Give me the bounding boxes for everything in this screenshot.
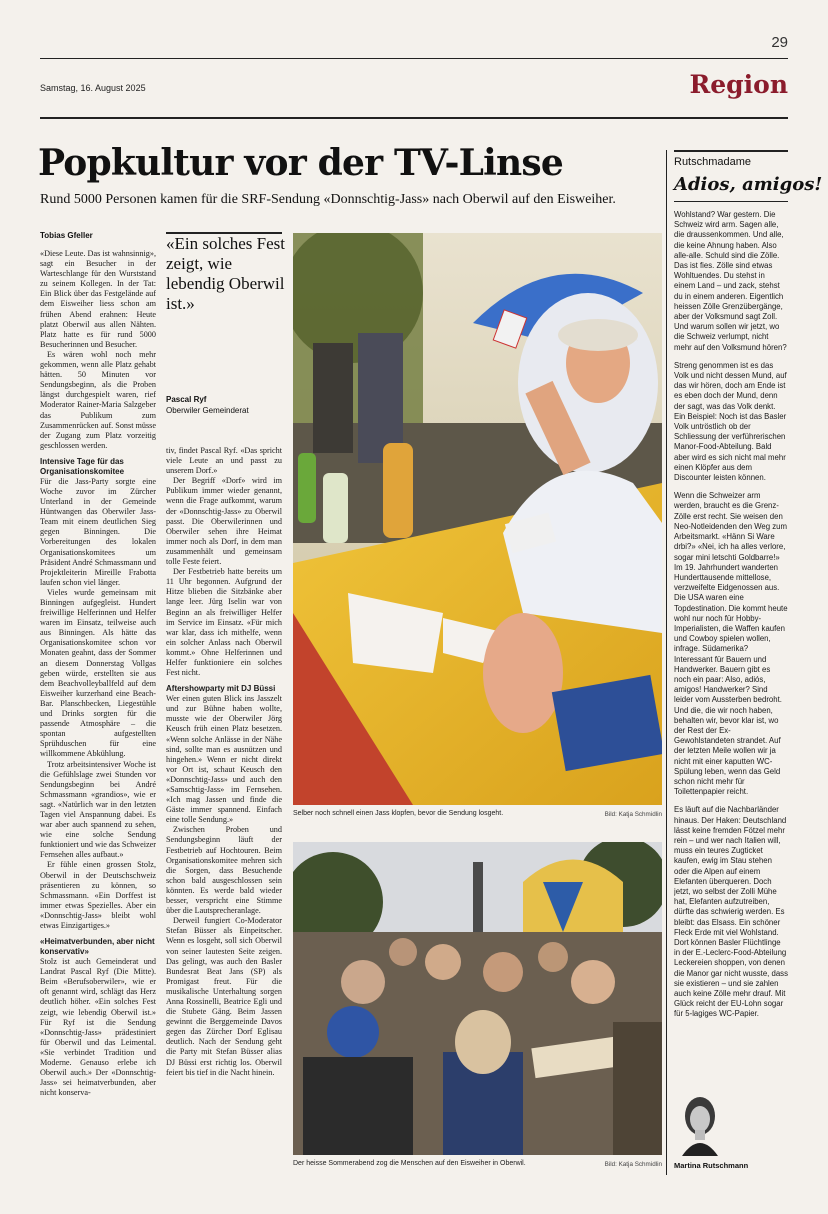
paragraph: Es läuft auf die Nachbarländer hinaus. Der Haken: Deutschland lässt keine fremden Fötzel mehr rein – und wer nach Italien will, muss ein teures Zugticket kaufen, ewig im Stau stehen oder die Alpen auf einem Elefanten überqueren. Doch jetzt, wo selbst der Zolli Mühe hat, Elefanten aufzutreiben, dürfte das schwierig werden. Es bleibt: das Elsass. Ein schöner Fleck Erde mit viel Wohlstand. Dort können Basler Flüchtlinge in der E.-Leclerc-Food-Abteilung Leckereien shoppen, von denen die Manor gar nicht wusste, dass sie existieren – und sie zahlen auch keine Zölle mehr drauf. Mit Glück reicht der EU-Lohn sogar für 5-lagiges WC-Papier. [674, 805, 788, 1019]
paragraph: Zwischen Proben und Sendungsbeginn läuft der Festbetrieb auf Hochtouren. Beim Organisationskomitee mehren sich die Sorgen, dass Besuchende schon bald ausgeschlossen sein könnten. Es werde bald wieder besser, verspricht eine Stimme über die Lautsprecheranlage. [166, 825, 282, 916]
quote-name: Pascal Ryf [166, 395, 207, 404]
subheading: Intensive Tage für das Organisationskomitee [40, 456, 125, 476]
header-rule-top [40, 58, 788, 59]
column-name: Rutschmadame [674, 156, 752, 168]
paragraph: Vieles wurde gemeinsam mit Binningen aufgegleist. Hundert freiwillige Helferinnen und Helfer waren im Einsatz, teilweise auch aus Binningen. Als hätte das Organisationskomitee schon vor Monaten geahnt, dass der Sommer an diesem Donnerstag Vollgas geben würde, erstellten sie aus dem Beachvolleyballfeld auf dem Eisweiher kurzerhand eine Beach-Bar. Planschbecken, Liegestühle und Drinks sorgten für die passende Atmosphäre – die spontan aufgestellten Sprühduschen für eine willkommene Abkühlung. [40, 587, 156, 759]
article-headline: Popkultur vor der TV-Linse [38, 142, 563, 184]
paragraph: Stolz ist auch Gemeinderat und Landrat Pascal Ryf (Die Mitte). Beim «Berufsoberwiler», wie er oft genannt wird, schlägt das Herz deutlich höher. «Ein solches Fest zeigt, wie lebendig Oberwil ist.» Für Ryf ist die Sendung «Donnschtig-Jass» prädestiniert für Oberwil und das Leimental. «Sie verbindet Tradition und Moderne. Genauso erlebe ich Oberwil auch.» Der «Donnschtig-Jass» sei heimatverbunden, aber nicht konserva- [40, 957, 156, 1098]
paragraph: Er fühle einen grossen Stolz, Oberwil in der Deutschschweiz präsentieren zu können, so Schmassmann. «Ein Dorffest ist immer etwas Spezielles. Aber ein «Donnschtig-Jass» bleibt wohl etwas Einzigartiges.» [40, 860, 156, 930]
issue-date: Samstag, 16. August 2025 [40, 83, 146, 93]
page-number: 29 [771, 34, 788, 51]
paragraph: Es wären wohl noch mehr gekommen, wenn alle Platz gehabt hätten. 50 Minuten vor Sendungsbeginn, als die Proben längst durchgespielt waren, rief Moderator Rainer-Maria Salzgeber das Publikum zum Zusammenrücken auf. Sonst müsse der Zugang zum Platz vorzeitig geschlossen werden. [40, 349, 156, 450]
paragraph: Der Begriff «Dorf» wird im Publikum immer wieder genannt, wenn die Frage aufkommt, warum der «Donnschtig-Jass» zu Oberwil passt. Die Oberwilerinnen und Oberwiler sehen ihre Heimat immer noch als Dorf, in dem man zusammenhält und gemeinsam tolle Feste feiert. [166, 476, 282, 567]
paragraph: Wer einen guten Blick ins Jasszelt und zur Bühne haben wollte, musste wie der Oberwiler Jörg Keusch früh einen Platz besetzen. «Wenn solche Anlässe in der Nähe sind, sollte man es ausnützen und hingehen.» Wenn er nicht direkt vor Ort ist, schaut Keusch den «Donnschtig-Jass» und auch den «Samschtig-Jass» im Fernsehen. «Ich mag Jassen und finde die Gäste immer spannend. Einfach eine tolle Sendung.» [166, 694, 282, 825]
paragraph: Für die Jass-Party sorgte eine Woche zuvor im Zürcher Unterland in der Gemeinde Hüntwangen das Oberwiler Jass-Team mit einem deutlichen Sieg gegen Binningen. Die Vorbereitungen des lokalen Organisationskomitees um Präsident André Schmassmann und Projektleiterin Mireille Frabotta laufen schon viel länger. [40, 476, 156, 587]
photo-credit: Bild: Katja Schmidlin [604, 1161, 662, 1168]
article-author: Tobias Gfeller [40, 231, 93, 240]
photo-credit: Bild: Katja Schmidlin [604, 811, 662, 818]
photo-caption: Selber noch schnell einen Jass klopfen, bevor die Sendung losgeht. [293, 810, 504, 817]
photo-festival-crowd [293, 842, 662, 1155]
paragraph: Der Festbetrieb hatte bereits um 11 Uhr begonnen. Aufgrund der Hitze blieben die Sitzbänke aber lange leer. Jürg Iselin war von Beginn an als freiwilliger Helfer im Service im Einsatz. «Für mich war klar, dass ich mithelfe, wenn ein solcher Anlass nach Oberwil kommt.» Ohne Helferinnen und Helfer funktioniere ein solches Fest nicht. [166, 567, 282, 678]
paragraph: Wenn die Schweizer arm werden, braucht es die Grenz-Zölle erst recht. Sie weisen den Neo-Notleidenden den Weg zum Arbeitsmarkt. «Hänn Si Ware drbi?» «Nei, ich ha alles verlore, sogar mini letschti Goldbarre!» Im 19. Jahrhundert wanderten Hunderttausende mittellose, verzweifelte Eidgenossen aus. Die USA waren eine Topdestination. Die kommt heute wohl nur noch für Hobby-Imperialisten, die Waffen kaufen und Cowboy spielen wollen, infrage. Südamerika? Interessant für Bauern und Handwerker. Bauern gibt es noch ein paar: Also, adiós, amigos! Handwerker? Sind leider vom Aussterben bedroht. Und die, die wir noch haben, behalten wir, bevor klar ist, wo der Rest der Ex-Gewohlstandeten strandet. Auf der letzten Meile wollen wir ja nicht mit einer kaputten WC-Spülung leben, wenn das Geld schon nicht mehr für Toilettenpapier reicht. [674, 491, 788, 797]
column-title-rule [674, 201, 788, 202]
paragraph: Trotz arbeitsintensiver Woche ist die Gefühlslage zwei Stunden vor Sendungsbeginn bei André Schmassmann «grandios», wie er sagt. «Natürlich war in den letzten Tagen viel Anspannung dabei. Es war aber auch spannend zu sehen, wie eine solche Sendung funktioniert und wie das Schweizer Fernsehen alles aufbaut.» [40, 759, 156, 860]
quote-role: Oberwiler Gemeinderat [166, 406, 249, 415]
column-rule [674, 150, 788, 152]
author-portrait-image [674, 1090, 726, 1156]
subheading: Aftershowparty mit DJ Büssi [166, 684, 276, 694]
header-rule-bottom [40, 117, 788, 119]
photo-caption: Der heisse Sommerabend zog die Menschen auf den Eisweiher in Oberwil. [293, 1160, 526, 1167]
photo-card-players [293, 233, 662, 805]
paragraph: «Diese Leute. Das ist wahnsinnig», sagt ein Besucher in der Warteschlange für den Wurststand zu seinem Kollegen. In der Tat: Ein Blick über das Festgelände auf dem Eisweiher liess schon am frühen Abend erahnen: Heute platzt Oberwil aus allen Nähten. Platz hatte es für rund 5000 Besucherinnen und Besucher. [40, 249, 156, 349]
article-lead: Rund 5000 Personen kamen für die SRF-Sendung «Donnschtig-Jass» nach Oberwil auf den Eisweiher. [40, 192, 616, 207]
author-portrait [674, 1090, 726, 1156]
section-title: Region [689, 70, 788, 99]
column-rule-vertical [666, 150, 667, 1175]
article-column-1 [40, 249, 156, 1174]
column-author: Martina Rutschmann [674, 1161, 749, 1170]
article-column-2 [166, 446, 282, 1174]
paragraph: Streng genommen ist es das Volk und nicht dessen Mund, auf das wir hören, doch am Ende ist es eben doch der Mund, denn der sagt, was das Volk denkt. Ein Beispiel: Noch ist das Basler Volk untröstlich ob der Schliessung der verführerischen Manor-Food-Abteilung. Bald aber wird es sich nicht mal mehr einen Klöpfer aus dem Discounter leisten können. [674, 360, 787, 483]
pull-quote: «Ein solches Fest zeigt, wie lebendig Oberwil ist.» [166, 234, 285, 313]
paragraph: Derweil fungiert Co-Moderator Stefan Büsser als Einpeitscher. Wenn es losgeht, soll sich Oberwil von seiner lautesten Seite zeigen. Das gelingt, was auch den Basler Bundesrat Beat Jans (SP) als Promigast freut. Für die musikalische Unterhaltung sorgen Anna Rossinelli, Beatrice Egli und die Stubete Gäng. Beim Jassen gewinnt die Berggemeinde Davos gegen das Zürcher Dorf Eglisau deutlich. Nach der Sendung geht die Party mit Stefan Büsser alias DJ Büssi erst richtig los. Oberwil feiert bis tief in die Nacht hinein. [166, 916, 282, 1077]
paragraph: tiv, findet Pascal Ryf. «Das spricht viele Leute an und passt zu unserem Dorf.» [166, 446, 282, 476]
column-body [674, 210, 788, 1130]
photo-festival-crowd-image [293, 842, 662, 1155]
photo-card-players-image [293, 233, 662, 805]
paragraph: Wohlstand? War gestern. Die Schweiz wird arm. Sagen alle, die draussenkommen. Und alle, die keine Ahnung haben. Also alle-alle. Schuld sind die Zölle. Das ist fies. Zölle sind etwas Wohltuendes. Du stehst in einem Land – und zack, stehst du in einem anderen. Eigentlich heissen Zölle Grenzübergänge, aber der Volksmund sagt Zoll. Und warum sollen wir jetzt, wo die Schweiz verlumpt, nicht mehr auf den Volksmund hören? [674, 210, 787, 352]
subheading: «Heimatverbunden, aber nicht konservativ» [40, 937, 155, 957]
column-title: Adios, amigos! [674, 174, 823, 195]
